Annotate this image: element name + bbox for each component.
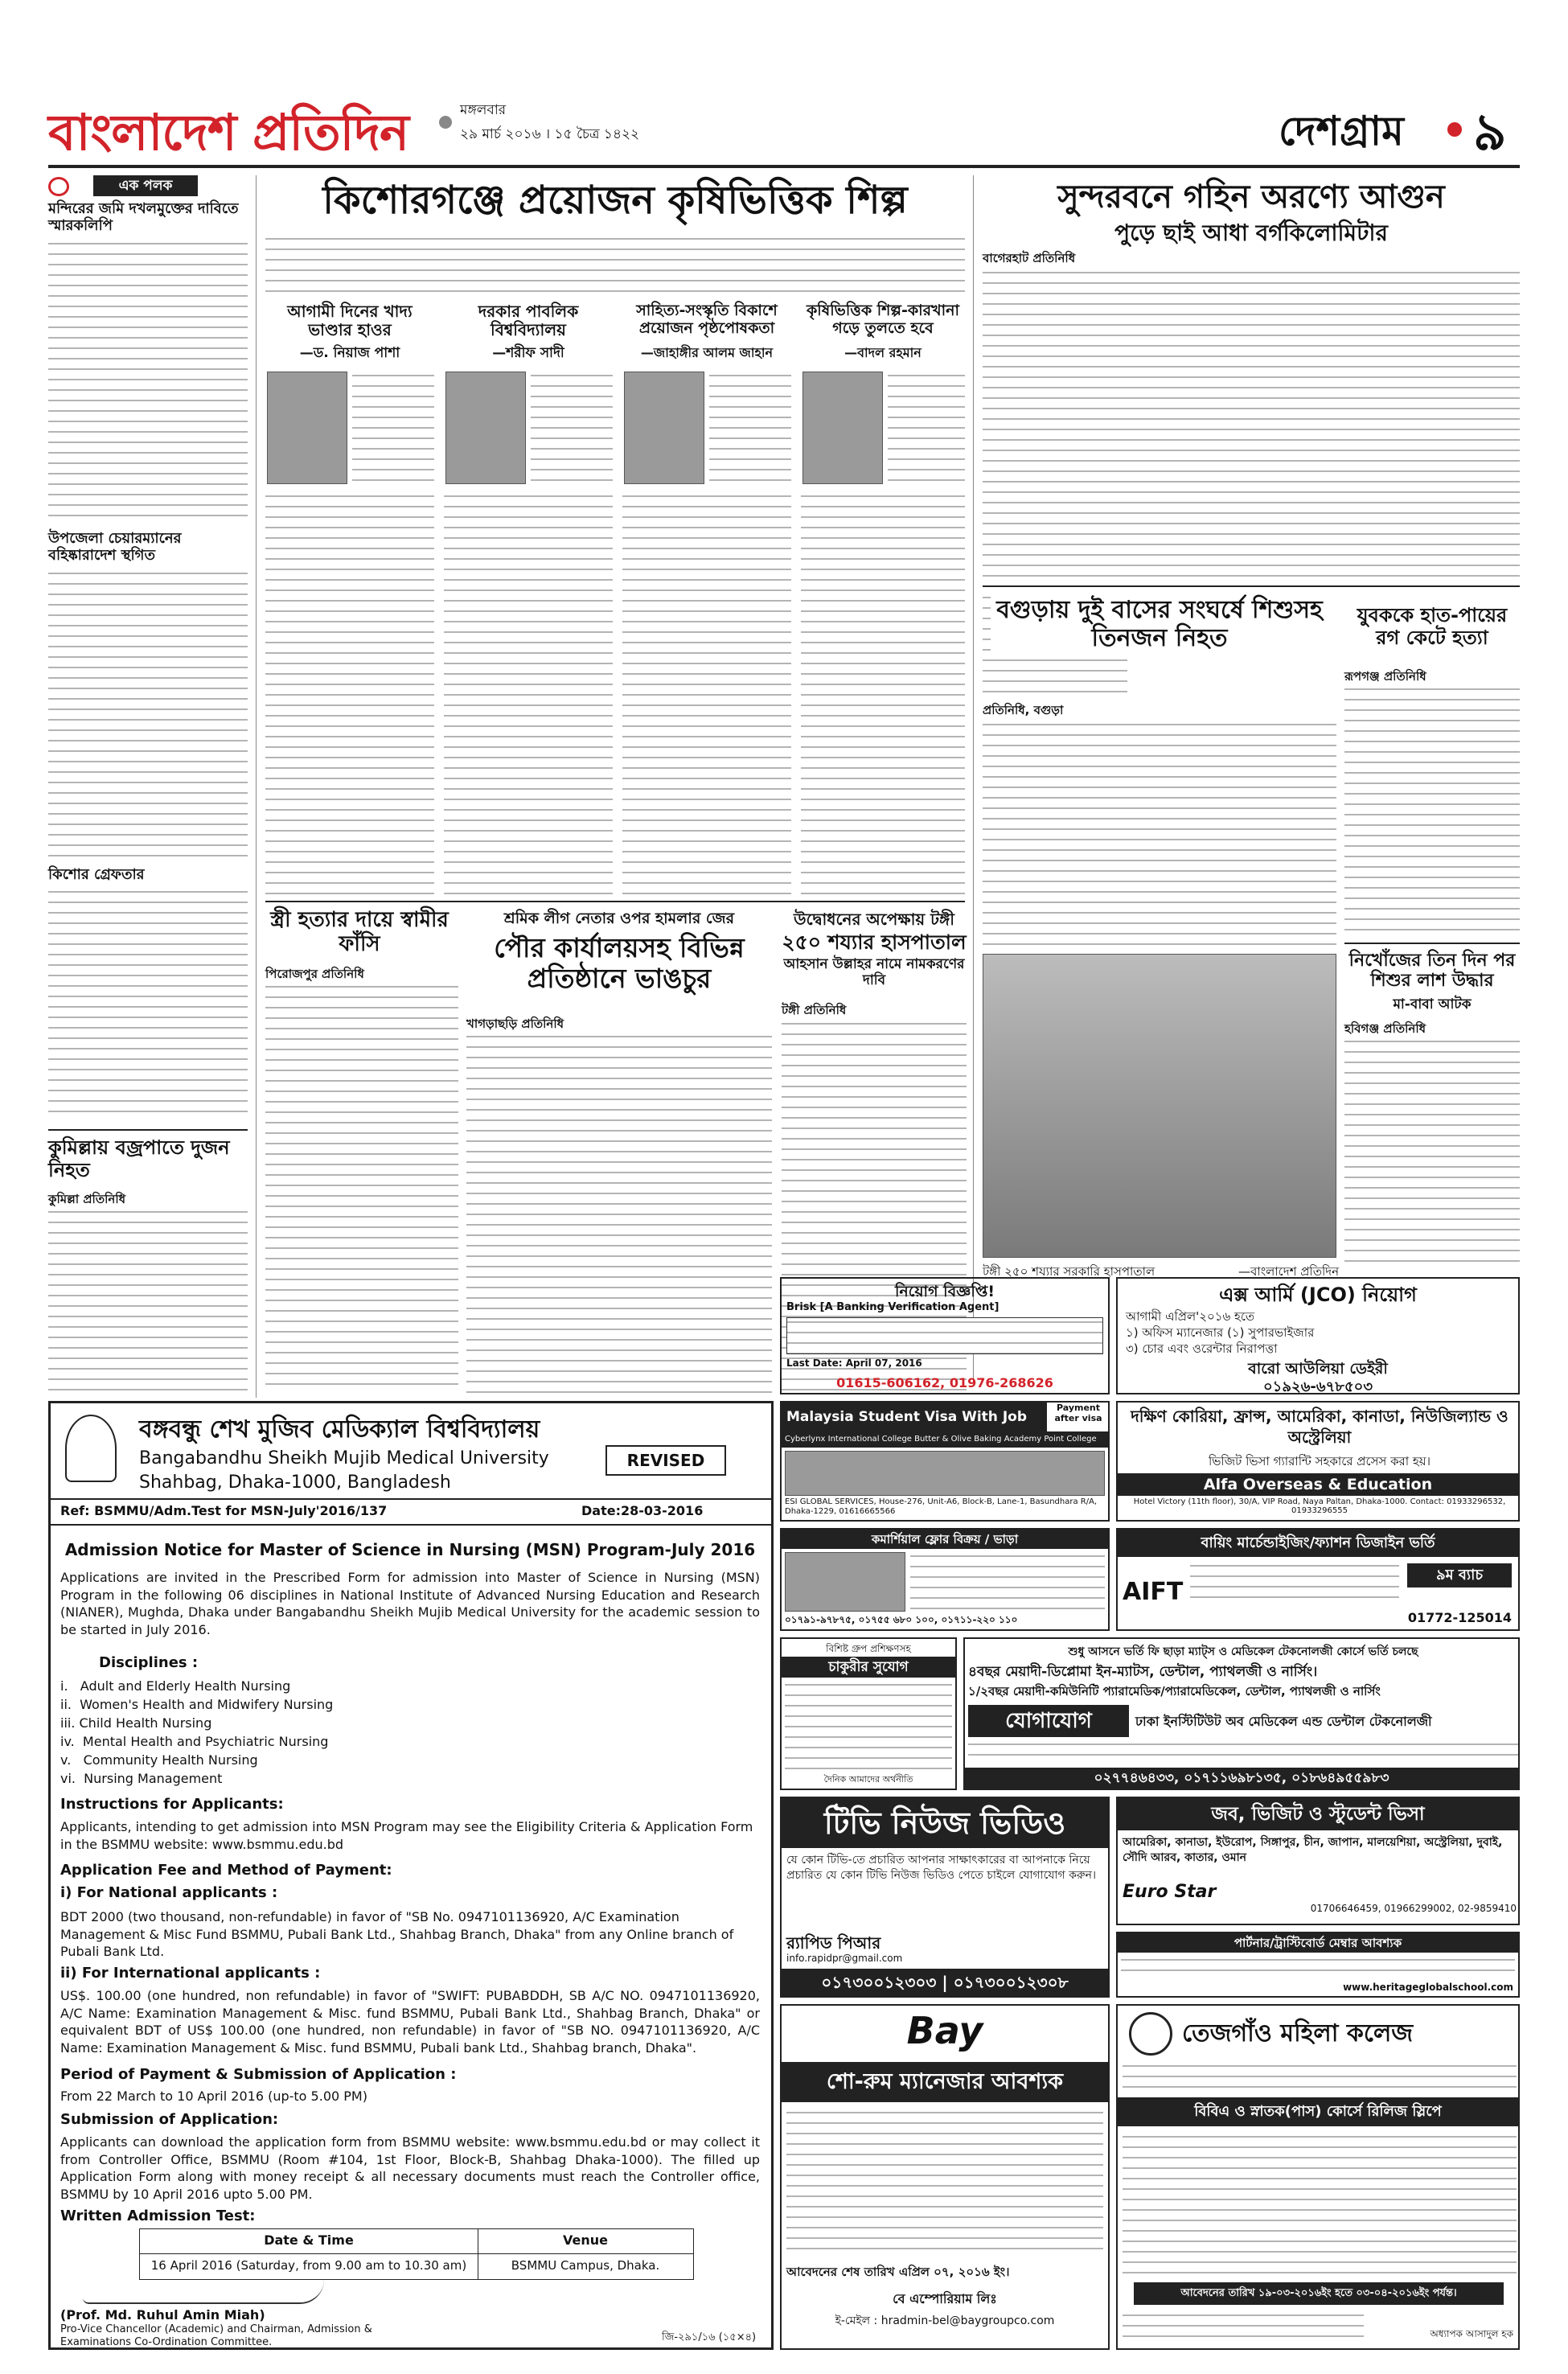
college-sub: বিবিএ ও স্নাতক(পাস) কোর্সে রিলিজ স্লিপে — [1118, 2097, 1518, 2126]
bogura-headline: বগুড়ায় দুই বাসের সংঘর্ষে শিশুসহ তিনজন নিহত — [991, 597, 1328, 652]
army-name: বারো আউলিয়া ডেইরী — [1248, 1360, 1388, 1378]
hospital-subhead: আহসান উল্লাহর নামে নামকরণের দাবি — [783, 956, 965, 988]
fashion-title: বায়িং মার্চেন্ডাইজিং/ফ্যাশন ডিজাইন ভর্তি — [1118, 1530, 1518, 1557]
ad-partner — [1116, 1932, 1520, 1998]
masthead-date: ২৯ মার্চ ২০১৬ । ১৫ চৈত্র ১৪২২ — [460, 126, 640, 142]
view-1 — [265, 302, 434, 897]
left-col-divider — [48, 1129, 248, 1131]
malaysia-photo — [785, 1451, 1105, 1496]
view-3 — [622, 302, 791, 897]
view-1-title: আগামী দিনের খাদ্য ভাণ্ডার হাওর — [287, 302, 413, 339]
discipline-2: ii. Women's Health and Midwifery Nursing — [60, 1697, 334, 1712]
bsmmu-bangla-name: বঙ্গবন্ধু শেখ মুজিব মেডিক্যাল বিশ্ববিদ্যালয় — [139, 1415, 540, 1444]
right-rule-2 — [1344, 943, 1520, 944]
revised-badge: REVISED — [605, 1445, 726, 1476]
bay-logo: Bay — [906, 2009, 983, 2052]
discipline-5: v. Community Health Nursing — [60, 1752, 258, 1768]
partner-title: পার্টনার/ট্রাস্টিবোর্ড মেম্বার আবশ্যক — [1118, 1933, 1518, 1953]
table-divider — [140, 2253, 693, 2254]
submission-title: Submission of Application: — [60, 2111, 279, 2128]
malaysia-title: Malaysia Student Visa With Job — [782, 1403, 1047, 1431]
bay-email: ই-মেইল : hradmin-bel@baygroupco.com — [835, 2314, 1055, 2327]
malaysia-colleges: Cyberlynx International College Butter & Olive Baking Academy Point College — [782, 1431, 1108, 1448]
mid-rule — [265, 901, 965, 902]
fee-title: Application Fee and Method of Payment: — [60, 1862, 392, 1879]
bogura-byline: প্রতিনিধি, বগুড়া — [983, 703, 1064, 717]
view-4-body — [801, 492, 965, 894]
period-text: From 22 March to 10 April 2016 (up-to 5.00 PM) — [60, 2089, 367, 2104]
ek-palak-item-2-body — [48, 569, 248, 859]
discipline-3: iii. Child Health Nursing — [60, 1715, 212, 1731]
view-3-title: সাহিত্য-সংস্কৃতি বিকাশে প্রয়োজন পৃষ্ঠপোষকতা — [636, 302, 778, 337]
table-header-date: Date & Time — [264, 2232, 354, 2248]
fashion-badge: ৯ম ব্যাচ — [1407, 1563, 1512, 1587]
army-phone: ০১৯২৬-৬৭৮৫০৩ — [1262, 1378, 1373, 1395]
missing-byline: হবিগঞ্জ প্রতিনিধি — [1344, 1021, 1426, 1036]
commercial-title: কমার্শিয়াল ফ্লোর বিক্রয় / ভাড়া — [782, 1530, 1108, 1549]
notice-code: জি-২৯১/১৬ (১৫×৪) — [662, 2331, 757, 2343]
tv-phones: ০১৭৩০০১২৩০৩ | ০১৭৩০০১২৩০৮ — [782, 1969, 1108, 1996]
khagrachari-kicker: শ্রমিক লীগ নেতার ওপর হামলার জের — [503, 910, 735, 927]
ek-palak-item-3-body — [48, 888, 248, 1121]
course-line-1: ৪বছর মেয়াদী-ডিপ্লোমা ইন-ম্যাটস, ডেন্টাল, প্যাথলজী ও নার্সিং। — [968, 1664, 1318, 1680]
malaysia-company: ESI GLOBAL SERVICES, House-276, Unit-A6, Block-B, Lane-1, Basundhara R/A, Dhaka-1229, 01616665566 — [785, 1497, 1098, 1516]
college-note — [1123, 2311, 1364, 2343]
view-3-author: —জাহাঙ্গীর আলম জাহান — [640, 345, 774, 360]
niyog-phones: 01615-606162, 01976-268626 — [836, 1375, 1053, 1390]
bsmmu-title: Admission Notice for Master of Science in Nursing (MSN) Program-July 2016 — [64, 1540, 756, 1559]
visa-phones: 01706646459, 01966299002, 02-9859410 — [1310, 1903, 1517, 1914]
khagrachari-byline: খাগড়াছড়ি প্রতিনিধি — [466, 1017, 564, 1031]
masthead-day: মঙ্গলবার — [460, 102, 507, 118]
sundarban-subhead: পুড়ে ছাই আধা বর্গকিলোমিটার — [1114, 220, 1388, 246]
korea-address: Hotel Victory (11th floor), 30/A, VIP Road, Naya Paltan, Dhaka-1000. Contact: 01933296532, 01933296555 — [1133, 1497, 1506, 1515]
bay-body — [786, 2109, 1103, 2257]
written-test-title: Written Admission Test: — [60, 2208, 256, 2224]
bay-title: শো-রুম ম্যানেজার আবশ্যক — [782, 2062, 1108, 2102]
sundarban-headline: সুন্দরবনে গহিন অরণ্যে আগুন — [1057, 178, 1445, 216]
national-text: BDT 2000 (two thousand, non-refundable) in favor of "SB No. 0947101136920, A/C Examination Management & Misc Fund BSMMU, Pubali Bank Ltd., Shahbag Branch, Dhaka" from any Online branch of Pubali Bank Ltd. — [60, 1909, 734, 1960]
view-3-side-text — [709, 372, 791, 484]
korea-sub: ভিজিট ভিসা গ্যারান্টি সহকারে প্রসেস করা হয়। — [1208, 1454, 1431, 1468]
army-line-2: ১) অফিস ম্যানেজার (১) সুপারভাইজার — [1126, 1325, 1315, 1340]
college-title: তেজগাঁও মহিলা কলেজ — [1182, 2019, 1414, 2047]
view-2-portrait — [445, 372, 526, 484]
signer-title: Pro-Vice Chancellor (Academic) and Chairman, Admission & Examinations Co-Ordination Committee. — [60, 2323, 372, 2348]
hospital-byline: টঙ্গী প্রতিনিধি — [782, 1003, 847, 1017]
visa-title: জব, ভিজিট ও স্টুডেন্ট ভিসা — [1118, 1798, 1518, 1830]
main-intro — [265, 235, 965, 294]
missing-body — [1344, 1037, 1520, 1263]
course-top: শুধু আসনে ভর্তি ফি ছাড়া ম্যাট্স ও মেডিকেল টেকনোলজী কোর্সে ভর্তি চলছে — [1068, 1645, 1418, 1658]
niyog-last-date: Last Date: April 07, 2016 — [786, 1357, 922, 1369]
ad-college — [1116, 2004, 1520, 2350]
bsmmu-notice — [48, 1401, 774, 2350]
comilla-body — [48, 1208, 248, 1393]
missing-headline: নিখোঁজের তিন দিন পর শিশুর লাশ উদ্ধার — [1348, 951, 1516, 992]
sundarban-byline: বাগেরহাট প্রতিনিধি — [983, 251, 1076, 265]
bsmmu-date: Date:28-03-2016 — [581, 1503, 704, 1518]
table-header-venue: Venue — [563, 2232, 608, 2248]
youth-body — [1344, 685, 1520, 934]
section-name: দেশগ্রাম — [1279, 107, 1404, 154]
army-line-3: ৩) চোর এবং ওরেন্টার নিরাপত্তা — [1126, 1341, 1278, 1356]
bsmmu-header-rule — [51, 1498, 771, 1500]
job-body — [785, 1681, 952, 1769]
bsmmu-ref: Ref: BSMMU/Adm.Test for MSN-July'2016/137 — [60, 1503, 388, 1518]
signature-mark — [83, 2280, 324, 2304]
ad-bay — [780, 2004, 1110, 2350]
ad-malaysia — [780, 1401, 1110, 1522]
ek-palak-item-2-headline: উপজেলা চেয়ারম্যানের বহিষ্কারাদেশ স্থগিত — [48, 530, 182, 564]
fashion-phone: 01772-125014 — [1407, 1610, 1512, 1625]
partner-web: www.heritageglobalschool.com — [1343, 1982, 1513, 1993]
date-dot-icon — [439, 116, 452, 129]
hospital-caption: টঙ্গী ২৫০ শয্যার সরকারি হাসপাতাল — [983, 1264, 1155, 1279]
ek-palak-item-3-headline: কিশোর গ্রেফতার — [48, 866, 145, 883]
fashion-body — [1190, 1562, 1399, 1607]
view-1-portrait — [267, 372, 347, 484]
view-4-title: কৃষিভিত্তিক শিল্প-কারখানা গড়ে তুলতে হবে — [807, 302, 959, 337]
bsmmu-logo-icon — [65, 1415, 117, 1482]
masthead — [48, 88, 1520, 162]
hospital-credit: —বাংলাদেশ প্রতিদিন — [1238, 1264, 1340, 1279]
ad-course — [963, 1637, 1520, 1790]
partner-body — [1121, 1956, 1515, 1980]
college-logo-icon — [1129, 2012, 1172, 2056]
course-brand: যোগাযোগ — [968, 1705, 1129, 1737]
niyog-table — [786, 1317, 1103, 1354]
view-2-title: দরকার পাবলিক বিশ্ববিদ্যালয় — [478, 302, 579, 339]
commercial-photo — [785, 1552, 905, 1612]
view-4-author: —বাদল রহমান — [844, 345, 922, 360]
army-title: এক্স আর্মি (JCO) নিয়োগ — [1219, 1284, 1417, 1306]
view-2-author: —শরীফ সাদী — [492, 345, 564, 361]
col-rule-1 — [256, 175, 257, 1398]
ek-palak-label: এক পলক — [93, 175, 198, 196]
niyog-title: নিয়োগ বিজ্ঞপ্তি! — [894, 1283, 995, 1300]
right-rule-1 — [983, 585, 1520, 587]
comilla-headline: কুমিল্লায় বজ্রপাতে দুজন নিহত — [48, 1136, 230, 1181]
job-foot: দৈনিক আমাদের অর্থনীতি — [823, 1774, 913, 1785]
view-1-body — [265, 492, 434, 894]
discipline-6: vi. Nursing Management — [60, 1771, 223, 1786]
ad-army — [1116, 1277, 1520, 1394]
college-deadline: আবেদনের তারিখ ১৯-০৩-২০১৬ইং হতে ০৩-০৪-২০১৬ইং পর্যন্ত। — [1134, 2282, 1504, 2305]
tv-brand: র‍্যাপিড পিআর — [786, 1933, 881, 1953]
malaysia-tag: Payment after visa — [1054, 1403, 1102, 1423]
submission-text: Applicants can download the application form from BSMMU website: www.bsmmu.edu.bd or may collect it from Controller Office, BSMMU (Room #104, 1st Floor, Block-B, Shahbag Dhaka-1000). The filled up Application Form along with money receipt & all necessary documents must reach the Controller office, BSMMU by 10 April 2016 upto 5.00 PM. — [60, 2134, 760, 2202]
ad-fashion — [1116, 1528, 1520, 1631]
view-2 — [444, 302, 613, 897]
tv-body: যে কোন টিভি-তে প্রচারিত আপনার সাক্ষাৎকারের বা আপনাকে নিয়ে প্রচারিত যে কোন টিভি নিউজ ভিডিও পেতে চাইলে যোগাযোগ করুন। — [786, 1854, 1097, 1882]
course-line-2: ১/২বছর মেয়াদী-কমিউনিটি প্যারামেডিক/প্যারামেডিকেল, ডেন্টাল, প্যাথলজী ও নার্সিং — [968, 1684, 1381, 1698]
view-2-body — [444, 492, 613, 894]
national-title: i) For National applicants : — [60, 1884, 278, 1901]
ad-visa — [1116, 1797, 1520, 1925]
sundarban-body — [983, 269, 1520, 579]
view-2-side-text — [531, 372, 613, 484]
ad-tv — [780, 1797, 1110, 1998]
ek-palak-item-1-body — [48, 240, 248, 521]
youth-byline: রূপগঞ্জ প্রতিনিধি — [1344, 669, 1426, 684]
view-4 — [801, 302, 965, 897]
paper-name: বাংলাদেশ প্রতিদিন — [48, 103, 408, 162]
hospital-photo — [983, 954, 1336, 1258]
khagrachari-body — [466, 1033, 772, 1394]
intl-text: US$. 100.00 (one hundred, non refundable) in favor of "SWIFT: PUBABDDH, SB A/C NO. 0947101136920, A/C Name: Examination Management & Misc. fund BSMMU, Pubali Bank Ltd., Shahbag Branch, Dhaka" or equivalent BDT of US$ 100.00 (one hundred, non refundable) in favor of "SB NO. 0947101136920, A/C Name: Examination Management & Misc. fund BSMMU, Pubali bank Ltd., Shahbag branch, Dhaka". — [60, 1988, 760, 2056]
view-3-portrait — [624, 372, 704, 484]
view-1-author: —ড. নিয়াজ পাশা — [299, 345, 400, 361]
intl-title: ii) For International applicants : — [60, 1965, 321, 1982]
commercial-body — [910, 1552, 1105, 1612]
signer-name: (Prof. Md. Ruhul Amin Miah) — [60, 2307, 265, 2323]
test-table — [139, 2228, 694, 2280]
ad-niyog — [780, 1277, 1110, 1394]
korea-title: দক্ষিণ কোরিয়া, ফ্রান্স, আমেরিকা, কানাডা, নিউজিল্যান্ড ও অস্ট্রেলিয়া — [1131, 1407, 1508, 1447]
hospital-headline: ২৫০ শয্যার হাসপাতাল — [782, 930, 967, 954]
disciplines-title: Disciplines : — [99, 1654, 199, 1671]
stri-byline: পিরোজপুর প্রতিনিধি — [265, 967, 364, 981]
comilla-byline: কুমিল্লা প্রতিনিধি — [48, 1192, 126, 1206]
khagrachari-headline: পৌর কার্যালয়সহ বিভিন্ন প্রতিষ্ঠানে ভাঙচুর — [494, 932, 745, 994]
visa-countries: আমেরিকা, কানাডা, ইউরোপ, সিঙ্গাপুর, চীন, জাপান, মালয়েশিয়া, অস্ট্রেলিয়া, দুবাই, সৌদি আরব, কাতার, ওমান — [1123, 1836, 1503, 1864]
youth-headline: যুবককে হাত-পায়ের রগ কেটে হত্যা — [1357, 604, 1508, 649]
tv-email: info.rapidpr@gmail.com — [786, 1953, 903, 1964]
stri-body — [265, 983, 458, 1393]
view-4-portrait — [802, 372, 883, 484]
fashion-org: AIFT — [1123, 1578, 1184, 1606]
instructions-title: Instructions for Applicants: — [60, 1796, 284, 1813]
hospital-kicker: উদ্বোধনের অপেক্ষায় টঙ্গী — [793, 910, 954, 929]
bsmmu-english-name: Bangabandhu Sheikh Mujib Medical University — [139, 1448, 549, 1468]
ad-commercial — [780, 1528, 1110, 1631]
tv-title: টিভি নিউজ ভিডিও — [782, 1798, 1108, 1848]
bay-company: বে এম্পোরিয়াম লিঃ — [893, 2291, 997, 2306]
bsmmu-intro: Applications are invited in the Prescribed Form for admission into Master of Science in Nursing (MSN) Program in the following 06 disciplines in National Institute of Advanced Nursing Education and Research (NIANER), Mughda, Dhaka under Bangabandhu Sheikh Mujib Medical University for the academic session to be started in July 2016. — [60, 1570, 760, 1637]
section-dot-icon — [1447, 122, 1462, 137]
discipline-4: iv. Mental Health and Psychiatric Nursing — [60, 1734, 329, 1749]
course-inst: ঢাকা ইনস্টিটিউট অব মেডিকেল এন্ড ডেন্টাল টেকনোলজী — [1135, 1714, 1432, 1729]
course-phones: ০২৭৭৪৬৪৩৩, ০১৭১১৬৯৮১৩৫, ০১৮৬৪৯৫৫৯৮৩ — [965, 1768, 1518, 1789]
bogura-body — [983, 721, 1336, 946]
table-cell-venue: BSMMU Campus, Dhaka. — [511, 2258, 660, 2273]
view-1-side-text — [352, 372, 434, 484]
instructions-text: Applicants, intending to get admission into MSN Program may see the Eligibility Criteria & Application Form in the BSMMU website: www.bsmmu.edu.bd — [60, 1819, 753, 1852]
view-4-side-text — [888, 372, 965, 484]
period-title: Period of Payment & Submission of Application : — [60, 2066, 457, 2083]
visa-company: Euro Star — [1123, 1882, 1217, 1902]
ad-job-chance — [780, 1637, 957, 1790]
table-cell-date: 16 April 2016 (Saturday, from 9.00 am to 10.30 am) — [150, 2258, 467, 2273]
job-title: চাকুরীর সুযোগ — [782, 1657, 955, 1678]
ek-palak-header — [48, 175, 248, 198]
main-headline: কিশোরগঞ্জে প্রয়োজন কৃষিভিত্তিক শিল্প — [322, 178, 908, 223]
commercial-phone: ০১৭৯১-৯৭৮৭৫, ০১৭৫৫ ৬৮০ ১০০, ০১৭১১-২২০ ১১০ — [785, 1614, 1018, 1625]
korea-company: Alfa Overseas & Education — [1118, 1473, 1518, 1496]
army-line-1: আগামী এপ্রিল'২০১৬ হতে — [1126, 1309, 1255, 1324]
bay-deadline: আবেদনের শেষ তারিখ এপ্রিল ০৭, ২০১৬ ইং। — [786, 2265, 1010, 2279]
col-rule-2 — [973, 175, 974, 1382]
view-3-body — [622, 492, 791, 894]
college-address — [1123, 2062, 1517, 2093]
discipline-1: i. Adult and Elderly Health Nursing — [60, 1678, 291, 1694]
masthead-rule — [48, 165, 1520, 168]
job-kicker: বিশিষ্ট গ্রুপ প্রশিক্ষণসহ — [826, 1643, 911, 1654]
college-signer: অধ্যাপক আসাদুল হক — [1430, 2328, 1513, 2339]
ad-korea — [1116, 1401, 1520, 1522]
bsmmu-ref-rule — [51, 1524, 771, 1526]
bsmmu-address: Shahbag, Dhaka-1000, Bangladesh — [139, 1472, 451, 1493]
page-number: ৯ — [1473, 102, 1507, 162]
niyog-company: Brisk [A Banking Verification Agent] — [786, 1301, 999, 1313]
stri-headline: স্ত্রী হত্যার দায়ে স্বামীর ফাঁসি — [270, 908, 449, 956]
college-body — [1123, 2133, 1517, 2274]
spiral-icon — [48, 177, 69, 196]
ek-palak-item-1-headline: মন্দিরের জমি দখলমুক্তের দাবিতে স্মারকলিপি — [48, 200, 239, 234]
course-body — [968, 1740, 1518, 1764]
missing-subhead: মা-বাবা আটক — [1393, 996, 1472, 1012]
